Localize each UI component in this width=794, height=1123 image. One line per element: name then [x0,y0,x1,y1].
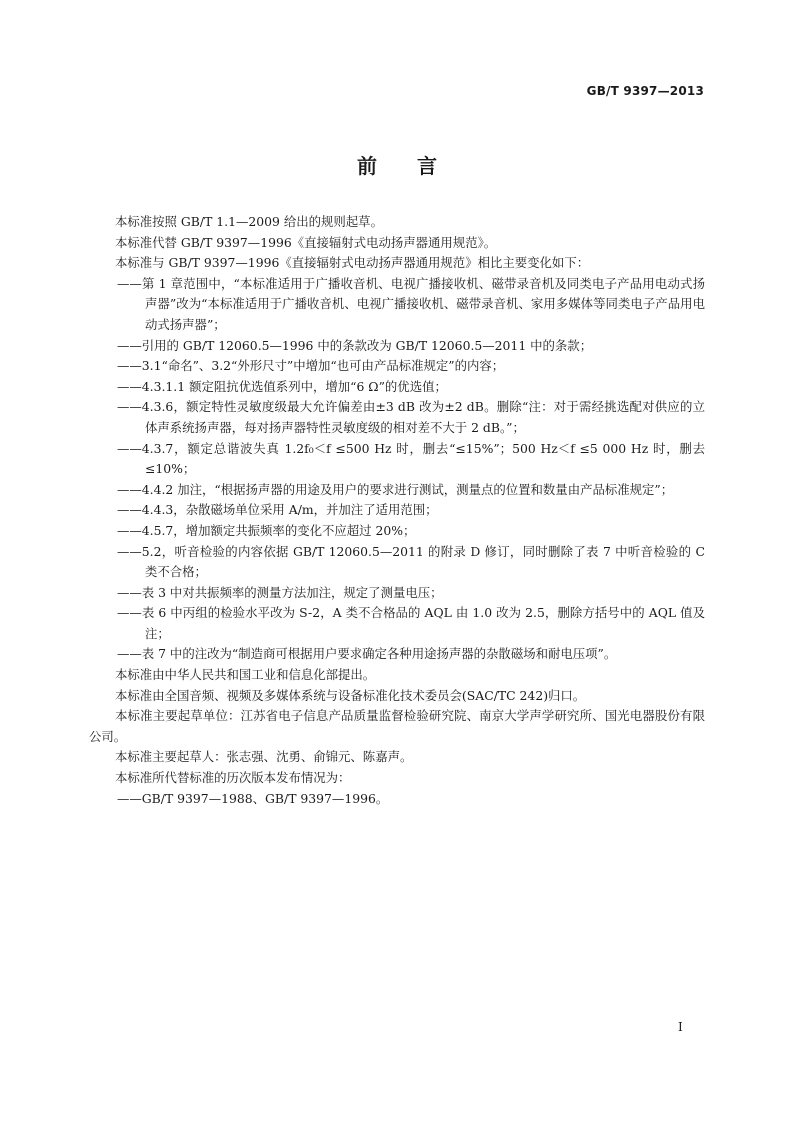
change-item: ——第 1 章范围中，“本标准适用于广播收音机、电视广播接收机、磁带录音机及同类电子产品用电动式扬声器”改为“本标准适用于广播收音机、电视广播接收机、磁带录音机、家用多媒体等同类电子产品用电动式扬声器”； [117,275,705,332]
page-number: I [678,1020,683,1034]
paragraph-changes-intro: 本标准与 GB/T 9397—1996《直接辐射式电动扬声器通用规范》相比主要变化如下： [115,255,590,271]
change-item: ——3.1“命名”、3.2“外形尺寸”中增加“也可由产品标准规定”的内容； [117,358,505,374]
change-item: ——4.4.3，杂散磁场单位采用 A/m，并加注了适用范围； [117,502,438,518]
document-body [89,212,705,809]
change-item: ——表 3 中对共振频率的测量方法加注，规定了测量电压； [117,584,443,600]
paragraph-proposed-by: 本标准由中华人民共和国工业和信息化部提出。 [115,667,376,683]
paragraph-drafters: 本标准主要起草人：张志强、沈勇、俞锦元、陈嘉声。 [115,749,413,765]
change-item: ——4.4.2 加注，“根据扬声器的用途及用户的要求进行测试，测量点的位置和数量由产品标准规定”； [117,481,674,497]
paragraph-drafting-units: 本标准主要起草单位：江苏省电子信息产品质量监督检验研究院、南京大学声学研究所、国光电器股份有限公司。 [89,708,705,744]
change-item: ——4.3.7，额定总谐波失真 1.2f₀＜f ≤500 Hz 时，删去“≤15%”；500 Hz＜f ≤5 000 Hz 时，删去≤10%； [117,440,705,477]
change-item: ——表 6 中丙组的检验水平改为 S-2，A 类不合格品的 AQL 由 1.0 改为 2.5，删除方括号中的 AQL 值及注； [117,605,705,641]
paragraph-history-intro: 本标准所代替标准的历次版本发布情况为： [115,770,351,786]
page-title: 前言 [357,154,477,178]
change-item: ——引用的 GB/T 12060.5—1996 中的条款改为 GB/T 12060.5—2011 中的条款； [117,337,593,353]
change-item: ——4.3.6，额定特性灵敏度级最大允许偏差由±3 dB 改为±2 dB。删除“注：对于需经挑选配对供应的立体声系统扬声器，每对扬声器特性灵敏度级的相对差不大于 2 dB。”； [117,399,705,435]
paragraph-drafting-rules: 本标准按照 GB/T 1.1—2009 给出的规则起草。 [115,214,383,229]
standard-code: GB/T 9397—2013 [586,84,704,98]
paragraph-administered-by: 本标准由全国音频、视频及多媒体系统与设备标准化技术委员会(SAC/TC 242)归口。 [115,687,586,703]
change-item: ——5.2，听音检验的内容依据 GB/T 12060.5—2011 的附录 D 修订，同时删除了表 7 中听音检验的 C 类不合格； [117,543,705,580]
change-item: ——4.5.7，增加额定共振频率的变化不应超过 20%； [117,522,416,538]
paragraph-replaces: 本标准代替 GB/T 9397—1996《直接辐射式电动扬声器通用规范》。 [115,234,497,250]
change-item: ——4.3.1.1 额定阻抗优选值系列中，增加“6 Ω”的优选值； [117,378,447,394]
history-item: ——GB/T 9397—1988、GB/T 9397—1996。 [117,790,389,806]
change-item: ——表 7 中的注改为“制造商可根据用户要求确定各种用途扬声器的杂散磁场和耐电压项”。 [117,646,617,662]
